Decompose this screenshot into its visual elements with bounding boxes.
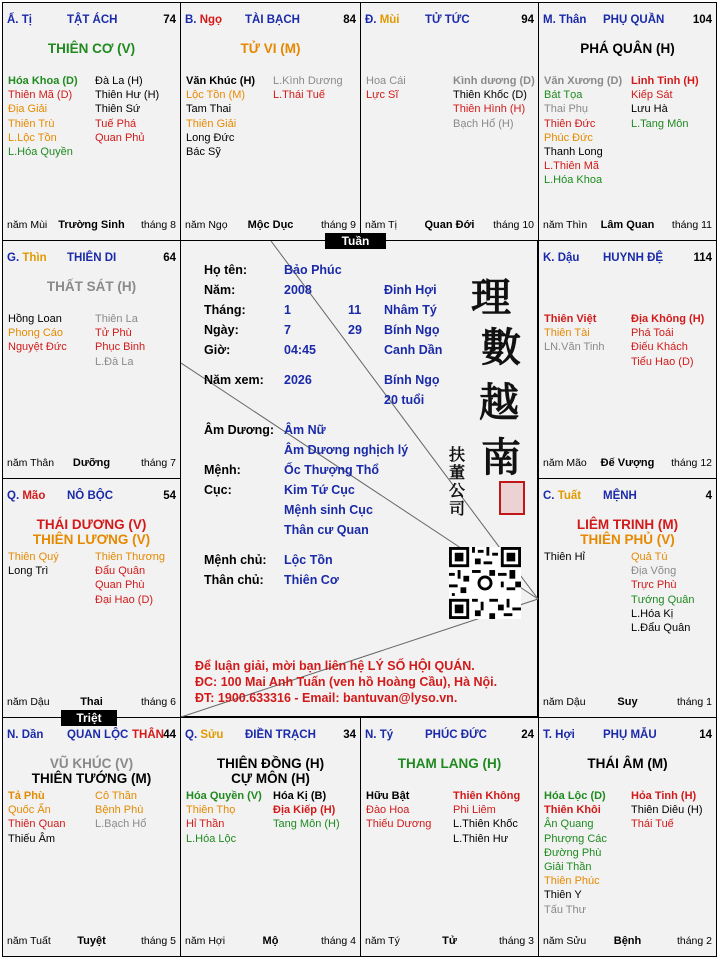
minor-star: Hỉ Thần [186, 818, 225, 831]
minor-star: L.Thiên Mã [544, 160, 600, 173]
palace-major-age: 84 [343, 14, 356, 26]
palace-name: HUYNH ĐỆ [603, 252, 664, 264]
main-star: THÁI ÂM (M) [587, 756, 668, 771]
main-star: VŨ KHÚC (V) [49, 756, 134, 771]
palace-year: năm Sửu [543, 935, 587, 947]
center-info-panel [180, 240, 538, 717]
minor-star: L.Tang Môn [631, 117, 689, 130]
minor-star: Long Trì [8, 565, 49, 578]
minor-star: Thai Phụ [544, 103, 589, 116]
palace-major-age: 74 [163, 14, 176, 26]
minor-star: Tả Phù [8, 790, 45, 802]
minor-star: Thiên Khôi [544, 804, 601, 817]
cuc-note-1: Mệnh sinh Cục [284, 503, 373, 517]
minor-star: Hóa Kị (B) [273, 790, 327, 802]
palace-cell-thin [2, 240, 181, 479]
cuc-value: Kim Tứ Cục [284, 483, 355, 497]
minor-star: Đường Phù [544, 846, 602, 859]
calligraphy-small: 扶董公司 [449, 445, 466, 518]
ngay-value: 7 [284, 323, 291, 337]
palace-cell-ty [2, 2, 181, 241]
calligraphy-char-1: 理 [471, 274, 511, 321]
palace-year: năm Mão [543, 457, 587, 469]
am-duong-value: Âm Nữ [284, 423, 326, 437]
minor-star: Thiên Việt [544, 313, 597, 325]
minor-star: L.Thiên Hư [453, 832, 509, 845]
main-star: THẤT SÁT (H) [46, 279, 137, 294]
main-star: LIÊM TRINH (M) [576, 517, 679, 532]
ngay-am-value: 29 [348, 323, 362, 337]
tuoi-value: 20 tuổi [384, 393, 425, 407]
minor-star: Kình dương (D) [453, 75, 535, 87]
minor-star: L.Đẩu Quân [631, 622, 691, 634]
palace-header [7, 14, 176, 28]
palace-year: năm Thân [7, 457, 55, 469]
minor-star: Đại Hao (D) [95, 593, 154, 606]
main-star: THIÊN LƯƠNG (V) [32, 532, 151, 547]
minor-star: L.Thái Tuế [273, 89, 325, 102]
minor-star: Tiểu Hao (D) [631, 355, 694, 368]
palace-month: tháng 1 [676, 696, 712, 708]
minor-star: Thiên Diêu (H) [631, 804, 703, 817]
palace-footer [7, 457, 176, 470]
minor-star: Thiên Tài [544, 327, 590, 340]
palace-life-stage: Bệnh [613, 935, 642, 947]
palace-branch-name: Tuất [557, 490, 582, 502]
palace-life-stage: Trường Sinh [58, 219, 125, 231]
palace-month: tháng 8 [140, 219, 176, 231]
minor-star: Phúc Đức [544, 131, 593, 144]
palace-cell-than [538, 2, 717, 241]
palace-cell-dau [538, 240, 717, 479]
palace-life-stage: Tuyệt [77, 935, 106, 947]
palace-header [365, 14, 534, 28]
minor-star: Hồng Loan [8, 313, 62, 325]
palace-life-stage: Đế Vượng [600, 457, 655, 469]
nam-xem-label: Năm xem: [204, 373, 264, 387]
minor-star: Thiên Đức [544, 117, 596, 130]
gio-can-value: Canh Dần [384, 343, 443, 357]
palace-month: tháng 12 [671, 457, 712, 469]
palace-major-age: 64 [163, 252, 176, 264]
minor-star: Thiên Y [544, 889, 582, 902]
nam-xem-value: 2026 [284, 373, 312, 387]
palace-branch-name: Ngọ [199, 14, 223, 26]
menh-chu-value: Lộc Tồn [284, 553, 333, 567]
palace-branch [7, 252, 47, 264]
palace-branch-name: Hợi [555, 729, 575, 741]
minor-star: Thiên Hỉ [544, 551, 585, 563]
palace-name: ĐIỀN TRẠCH [245, 729, 316, 741]
minor-star: L.Bạch Hổ [95, 818, 147, 831]
minor-star: Địa Kiếp (H) [273, 804, 336, 817]
gio-value: 04:45 [284, 343, 316, 357]
palace-branch-stem: T. [543, 729, 556, 741]
palace-life-stage: Mộ [262, 935, 279, 947]
palace-year: năm Mùi [7, 219, 48, 231]
palace-branch [7, 14, 32, 26]
palace-major-age: 14 [699, 729, 712, 741]
palace-month: tháng 11 [671, 219, 712, 231]
palace-cell-hoi [538, 717, 717, 957]
minor-star: Giải Thần [544, 861, 592, 873]
palace-name: THIÊN DI [67, 252, 117, 264]
minor-star: Quan Phủ [95, 131, 145, 144]
minor-star: Thiên Quan [8, 818, 66, 831]
main-star: THAM LANG (H) [397, 756, 502, 771]
palace-branch [7, 490, 45, 502]
minor-star: Phá Toái [631, 327, 674, 340]
minor-star: Tử Phù [95, 327, 132, 340]
minor-star: L.Lộc Tồn [8, 131, 57, 144]
palace-footer [185, 219, 356, 232]
menh-chu-label: Mệnh chủ: [204, 553, 267, 567]
palace-branch [543, 729, 575, 741]
ho-ten-value: Bảo Phúc [284, 263, 342, 277]
minor-star: Nguyệt Đức [8, 341, 67, 354]
palace-month: tháng 3 [498, 935, 534, 947]
minor-star: Trực Phù [631, 579, 677, 592]
palace-footer [543, 696, 712, 709]
palace-month: tháng 7 [140, 457, 176, 469]
palace-header [185, 729, 356, 743]
minor-star: Tuế Phá [95, 117, 137, 130]
minor-star: Phục Binh [95, 341, 146, 354]
palace-month: tháng 10 [493, 219, 534, 231]
palace-cell-ngo [180, 2, 361, 241]
minor-star: Đào Hoa [366, 804, 410, 817]
palace-year: năm Tý [365, 935, 400, 947]
palace-month: tháng 9 [320, 219, 356, 231]
palace-major-age: 104 [692, 14, 712, 26]
minor-star: Điếu Khách [631, 341, 688, 354]
palace-header [543, 14, 712, 28]
minor-star: Tang Môn (H) [273, 818, 340, 831]
minor-star: L.Hóa Lộc [186, 832, 237, 845]
palace-branch-name: Mùi [379, 14, 400, 26]
palace-year: năm Thìn [543, 219, 588, 231]
palace-footer [7, 219, 176, 232]
palace-header [365, 729, 534, 743]
cuc-note-2: Thân cư Quan [284, 523, 369, 537]
minor-star: Hoa Cái [366, 75, 406, 87]
minor-star: Phi Liêm [453, 804, 496, 817]
palace-branch-name: Thìn [22, 252, 47, 264]
palace-major-age: 114 [693, 252, 712, 264]
nam-label: Năm: [204, 283, 236, 297]
palace-major-age: 34 [343, 729, 356, 741]
palace-name: MỆNH [603, 490, 637, 502]
ho-ten-label: Họ tên: [204, 263, 248, 277]
menh-value: Ốc Thượng Thổ [284, 463, 380, 477]
palace-branch-stem: B. [185, 14, 200, 26]
palace-header [543, 490, 712, 504]
minor-star: Bát Tọa [544, 89, 583, 102]
minor-star: Long Đức [186, 131, 235, 144]
palace-name: PHỤ MẪU [603, 729, 657, 741]
minor-star: Thiếu Dương [366, 818, 432, 831]
minor-star: Tướng Quân [631, 593, 695, 606]
qr-code-icon[interactable] [449, 547, 521, 619]
palace-footer [7, 696, 176, 709]
minor-star: Hóa Lộc (D) [544, 790, 606, 802]
minor-star: Bệnh Phù [95, 804, 144, 817]
minor-star: Hữu Bật [366, 790, 410, 802]
minor-star: Thiên Mã (D) [8, 89, 73, 102]
main-star: CỰ MÔN (H) [231, 771, 310, 786]
minor-star: LN.Văn Tinh [544, 341, 605, 354]
minor-star: L.Hóa Khoa [544, 174, 603, 187]
palace-branch-stem: K. [543, 252, 558, 264]
palace-branch-stem: Ấ. [7, 14, 22, 26]
main-star: THIÊN TƯỚNG (M) [31, 771, 152, 786]
palace-life-stage: Lâm Quan [600, 219, 655, 231]
palace-branch [185, 14, 222, 26]
palace-life-stage: Tử [442, 935, 457, 947]
minor-star: Thiên Không [453, 790, 521, 802]
minor-star: Thanh Long [544, 146, 603, 158]
palace-life-stage: Suy [617, 696, 638, 708]
minor-star: Hóa Quyền (V) [186, 790, 262, 802]
palace-branch-stem: G. [7, 252, 23, 264]
minor-star: Thiên Hình (H) [453, 103, 526, 116]
minor-star: L.Thiên Khốc [453, 818, 518, 831]
palace-name: TỬ TỨC [425, 14, 470, 26]
main-star: THÁI DƯƠNG (V) [36, 517, 147, 532]
red-seal-icon [499, 481, 525, 515]
gio-label: Giờ: [204, 343, 231, 357]
palace-branch-name: Thân [558, 14, 587, 26]
minor-star: Bác Sỹ [186, 146, 221, 158]
palace-name: PHỤ QUẦN [603, 14, 665, 26]
palace-cell-suu [180, 717, 361, 957]
palace-year: năm Dậu [7, 696, 50, 708]
minor-star: Thiên Quý [8, 551, 59, 563]
than-chu-value: Thiên Cơ [284, 573, 339, 587]
palace-branch-stem: C. [543, 490, 558, 502]
minor-star: Thiên Sứ [95, 103, 141, 116]
ngay-label: Ngày: [204, 323, 239, 337]
palace-life-stage: Thai [80, 696, 103, 708]
calligraphy-char-2: 數 [481, 324, 521, 371]
palace-branch-stem: Đ. [365, 14, 380, 26]
palace-name: PHÚC ĐỨC [425, 729, 487, 741]
palace-branch [543, 490, 581, 502]
minor-star: L.Hóa Quyền [8, 146, 73, 158]
palace-branch-name: Sửu [200, 729, 224, 741]
minor-star: Địa Giải [8, 103, 48, 116]
palace-branch-name: Dậu [557, 252, 580, 264]
palace-header [7, 490, 176, 504]
palace-footer [543, 935, 712, 948]
minor-star: Thiên Trù [8, 117, 55, 130]
contact-line-1: Để luận giải, mời bạn liên hệ LÝ SỐ HỘI QUÁN. [195, 659, 475, 673]
palace-branch-stem: Q. [7, 490, 23, 502]
minor-star: Thái Tuế [631, 818, 674, 831]
minor-star: Văn Xương (D) [544, 75, 623, 87]
minor-star: Lực Sĩ [366, 89, 399, 102]
minor-star: Phong Cáo [8, 327, 64, 340]
palace-year: năm Dậu [543, 696, 586, 708]
minor-star: Thiên Thương [95, 551, 166, 563]
minor-star: Thiên La [95, 313, 138, 325]
palace-branch-stem: M. [543, 14, 559, 26]
minor-star: Đẩu Quân [95, 565, 146, 578]
palace-month: tháng 2 [676, 935, 712, 947]
palace-cell-mao [2, 478, 181, 718]
palace-branch-stem: Q. [185, 729, 201, 741]
thang-value: 1 [284, 303, 291, 317]
main-star: TỬ VI (M) [240, 41, 301, 56]
palace-year: năm Tuất [7, 935, 51, 947]
palace-cell-dan [2, 717, 181, 957]
palace-branch-name: Tý [379, 729, 394, 741]
tuan-marker: Tuần [325, 233, 386, 249]
am-duong-label: Âm Dương: [204, 423, 275, 437]
minor-star: Lộc Tồn (M) [186, 89, 246, 102]
minor-star: Kiếp Sát [631, 89, 673, 102]
palace-major-age: 94 [521, 14, 534, 26]
palace-header [7, 729, 176, 743]
thang-can-value: Nhâm Tý [384, 303, 437, 317]
palace-life-stage: Dưỡng [72, 457, 111, 469]
minor-star: Thiên Giải [186, 117, 237, 130]
minor-star: L.Hóa Kị [631, 607, 674, 620]
minor-star: Đà La (H) [95, 75, 143, 87]
palace-life-stage: Quan Đới [424, 219, 475, 231]
nam-can-value: Đinh Hợi [384, 283, 437, 297]
palace-name: TÀI BẠCH [245, 14, 300, 26]
palace-footer [543, 219, 712, 232]
palace-major-age: 44 [163, 729, 176, 741]
palace-footer [185, 935, 356, 948]
thang-am-value: 11 [348, 303, 362, 317]
palace-branch-stem: N. [365, 729, 380, 741]
palace-name: TẬT ÁCH [67, 14, 118, 26]
thang-label: Tháng: [204, 303, 246, 317]
minor-star: Thiên Thọ [186, 804, 236, 817]
than-chu-label: Thân chủ: [204, 573, 264, 587]
minor-star: Thiên Khốc (D) [453, 89, 527, 102]
minor-star: Lưu Hà [631, 103, 668, 116]
palace-branch-name: Mão [22, 490, 46, 502]
minor-star: Cô Thần [95, 790, 137, 802]
contact-line-2: ĐC: 100 Mai Anh Tuấn (ven hồ Hoàng Cầu), Hà Nội. [195, 675, 498, 689]
minor-star: L.Kình Dương [273, 75, 343, 87]
palace-month: tháng 6 [140, 696, 176, 708]
am-duong-note: Âm Dương nghịch lý [284, 443, 409, 457]
palace-footer [543, 457, 712, 470]
minor-star: Linh Tinh (H) [631, 75, 699, 87]
main-star: PHÁ QUÂN (H) [580, 41, 675, 56]
palace-life-stage: Mộc Dục [247, 219, 294, 231]
palace-cell-ti [360, 717, 539, 957]
triet-marker: Triệt [61, 710, 117, 726]
menh-label: Mệnh: [204, 463, 241, 477]
main-star: THIÊN PHỦ (V) [580, 532, 675, 547]
palace-branch [185, 729, 223, 741]
minor-star: Tam Thai [186, 103, 232, 116]
minor-star: Quốc Ấn [8, 804, 51, 817]
minor-star: Ân Quang [544, 818, 594, 831]
palace-name: QUAN LỘC [67, 729, 129, 741]
palace-branch-stem: N. [7, 729, 22, 741]
palace-footer [365, 219, 534, 232]
minor-star: Tấu Thư [544, 903, 587, 916]
ngay-can-value: Bính Ngọ [384, 323, 440, 337]
calligraphy-char-4: 南 [481, 434, 521, 481]
palace-branch [365, 729, 393, 741]
minor-star: Phượng Các [544, 832, 607, 845]
palace-year: năm Ngọ [185, 219, 228, 231]
palace-month: tháng 4 [320, 935, 356, 947]
palace-branch-name: Dần [21, 729, 44, 741]
palace-header [7, 252, 176, 266]
palace-major-age: 24 [521, 729, 534, 741]
palace-branch [7, 729, 43, 741]
cuc-label: Cục: [204, 483, 232, 497]
palace-cell-tuat [538, 478, 717, 718]
minor-star: Thiên Phúc [544, 875, 600, 888]
minor-star: Quả Tú [631, 551, 668, 563]
minor-star: Văn Khúc (H) [186, 75, 256, 87]
contact-line-3: ĐT: 1900.633316 - Email: bantuvan@lyso.vn. [195, 691, 458, 705]
palace-footer [7, 935, 176, 948]
palace-month: tháng 5 [140, 935, 176, 947]
palace-major-age: 54 [163, 490, 176, 502]
palace-year: năm Hợi [185, 935, 226, 947]
palace-header [185, 14, 356, 28]
palace-branch [365, 14, 400, 26]
palace-footer [365, 935, 534, 948]
main-star: THIÊN ĐỒNG (H) [216, 756, 325, 771]
palace-cell-mui [360, 2, 539, 241]
palace-branch [543, 252, 579, 264]
nam-value: 2008 [284, 283, 312, 297]
calligraphy-char-3: 越 [479, 379, 519, 426]
minor-star: Hóa Khoa (D) [8, 75, 78, 87]
minor-star: Địa Võng [631, 565, 677, 578]
palace-header [543, 252, 712, 266]
minor-star: Hỏa Tinh (H) [631, 790, 697, 802]
palace-branch [543, 14, 586, 26]
palace-year: năm Tị [365, 219, 397, 231]
minor-star: Thiếu Âm [8, 832, 56, 845]
nam-xem-can-value: Bính Ngọ [384, 373, 440, 387]
palace-name: NÔ BỘC [67, 490, 113, 502]
minor-star: Quan Phù [95, 579, 145, 592]
palace-body-marker: THÂN [132, 729, 164, 741]
minor-star: L.Đà La [95, 355, 134, 368]
minor-star: Thiên Hư (H) [95, 89, 160, 102]
minor-star: Bạch Hổ (H) [453, 117, 514, 130]
minor-star: Địa Không (H) [631, 313, 705, 325]
palace-header [543, 729, 712, 743]
palace-branch-name: Tị [21, 14, 32, 26]
palace-major-age: 4 [705, 490, 712, 502]
main-star: THIÊN CƠ (V) [47, 41, 136, 56]
